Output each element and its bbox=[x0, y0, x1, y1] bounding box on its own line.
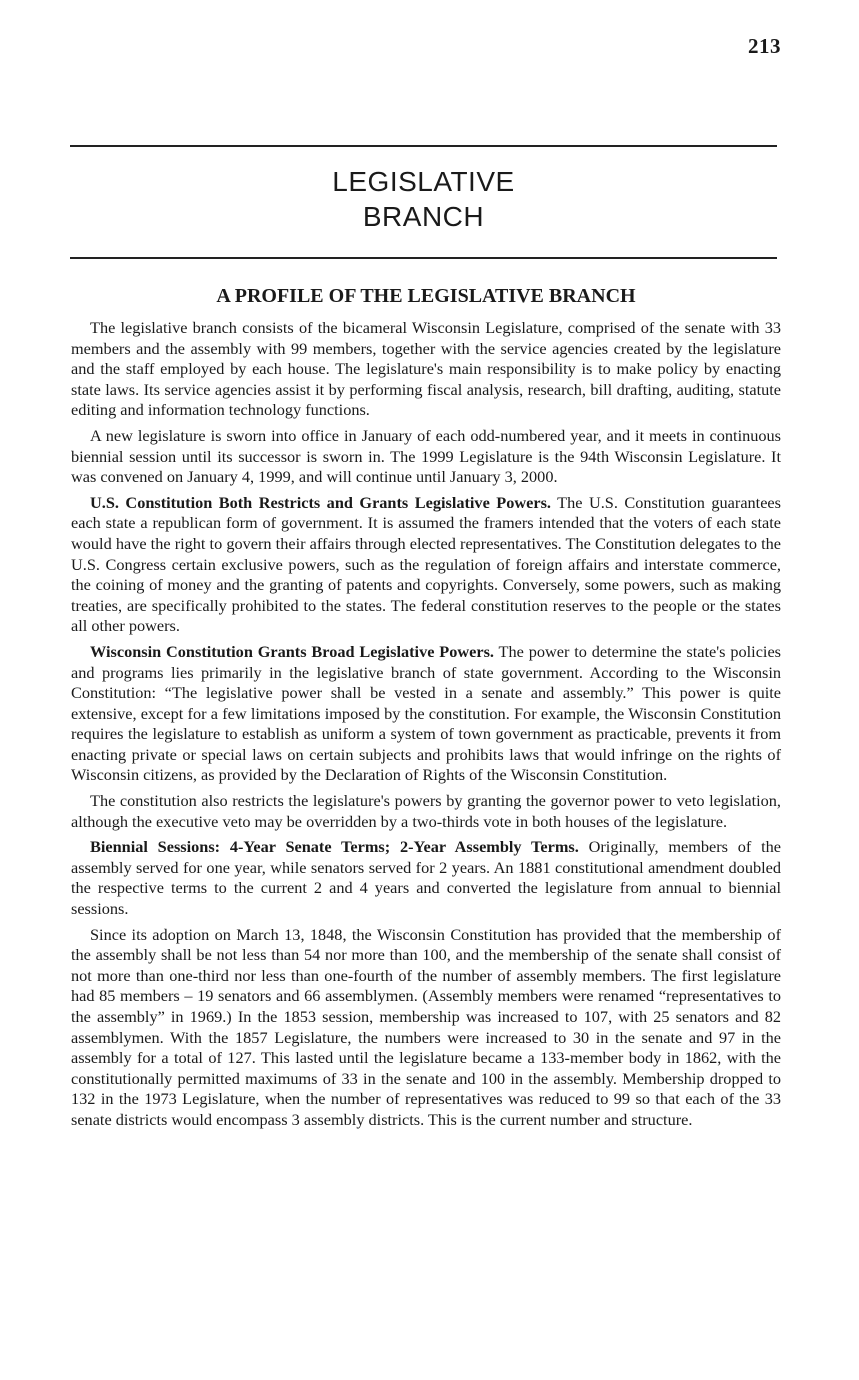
chapter-title bbox=[70, 164, 777, 234]
paragraph-lead: U.S. Constitution Both Restricts and Grants Legislative Powers. bbox=[90, 492, 551, 512]
chapter-title-line-2: BRANCH bbox=[362, 201, 485, 232]
bottom-rule bbox=[70, 257, 777, 259]
paragraph-lead: Biennial Sessions: 4-Year Senate Terms; 2-Year Assembly Terms. bbox=[90, 837, 579, 857]
paragraph-wisconsin-constitution: Wisconsin Constitution Grants Broad Legislative Powers. The power to determine the state's policies and programs lies primarily in the legislative branch of state government. According to the Wisconsin Constitution: “The legislative power shall be vested in a senate and assembly.” This power is quite extensive, except for a few limitations imposed by the constitution. For example, the Wisconsin Constitution requires the legislature to establish as uniform a system of town government as practicable, prevents it from enacting private or special laws on certain subjects and prohibits laws that would infringe on the rights of Wisconsin citizens, as provided by the Declaration of Rights of the Wisconsin Constitution. bbox=[71, 641, 782, 785]
chapter-title-line-1: LEGISLATIVE bbox=[332, 166, 515, 197]
page-number: 213 bbox=[748, 34, 781, 58]
paragraph-membership-history: Since its adoption on March 13, 1848, the Wisconsin Constitution has provided that the membership of the assembly shall be not less than 54 nor more than 100, and the membership of the senate shall consist of not more than one-third nor less than one-fourth of the number of assembly members. The first legislature had 85 members – 19 senators and 66 assemblymen. (Assembly members were renamed “representatives to the assembly” in 1969.) In the 1853 session, membership was increased to 107, with 25 senators and 82 assemblymen. With the 1857 Legislature, the numbers were increased to 30 in the senate and 97 in the assembly for a total of 127. This lasted until the legislature became a 133-member body in 1862, with the constitutionally permitted maximums of 33 in the senate and 100 in the assembly. Membership dropped to 132 in the 1973 Legislature, when the number of representatives was reduced to 99 so that each of the 33 senate districts would encompass 3 assembly districts. This is the current number and structure. bbox=[71, 924, 781, 1129]
paragraph-us-constitution: U.S. Constitution Both Restricts and Grants Legislative Powers. The U.S. Constitution guarantees each state a republican form of government. It is assumed the framers intended that the voters of each state would have the right to govern their affairs through elected representatives. The Constitution delegates to the U.S. Congress certain exclusive powers, such as the regulation of foreign affairs and interstate commerce, the coining of money and the granting of patents and copyrights. Conversely, some powers, such as making treaties, are specifically prohibited to the states. The federal constitution reserves to the people or the states all other powers. bbox=[71, 492, 781, 636]
paragraph-biennial-sessions: Biennial Sessions: 4-Year Senate Terms; 2-Year Assembly Terms. Originally, members of the assembly served for one year, while senators served for 2 years. An 1881 constitutional amendment doubled the respective terms to the current 2 and 4 years and converted the legislature from annual to biennial sessions. bbox=[71, 837, 781, 919]
paragraph-overview: The legislative branch consists of the bicameral Wisconsin Legislature, comprised of the senate with 33 members and the assembly with 99 members, together with the service agencies created by the legislature and the staff employed by each house. The legislature's main responsibility is to make policy by enacting state laws. Its service agencies assist it by performing fiscal analysis, research, bill drafting, auditing, statute editing and information technology functions. bbox=[71, 318, 781, 420]
section-heading: A PROFILE OF THE LEGISLATIVE BRANCH bbox=[216, 285, 636, 307]
section-body bbox=[71, 283, 781, 1136]
paragraph-new-legislature: A new legislature is sworn into office in January of each odd-numbered year, and it meets in continuous biennial session until its successor is sworn in. The 1999 Legislature is the 94th Wisconsin Legislature. It was convened on January 4, 1999, and will continue until January 3, 2000. bbox=[71, 425, 781, 487]
paragraph-lead: Wisconsin Constitution Grants Broad Legislative Powers. bbox=[90, 641, 494, 661]
paragraph-veto: The constitution also restricts the legislature's powers by granting the governor power to veto legislation, although the executive veto may be overridden by a two-thirds vote in both houses of the legislature. bbox=[71, 791, 781, 831]
top-rule bbox=[70, 145, 777, 147]
